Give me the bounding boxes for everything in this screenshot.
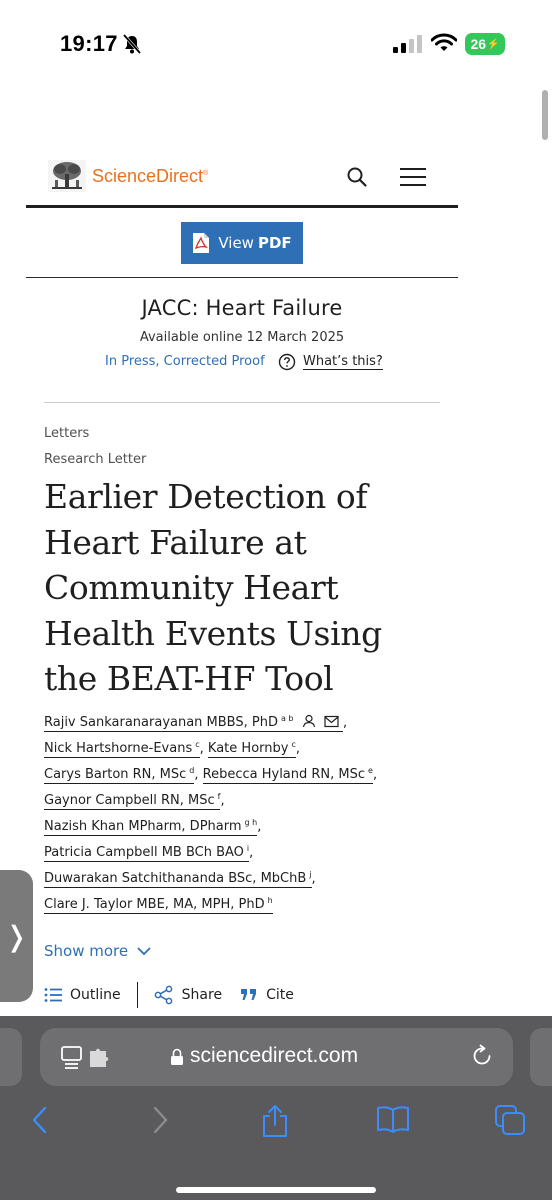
- pdf-file-icon: [192, 232, 210, 254]
- back-icon[interactable]: [30, 1104, 50, 1136]
- reload-icon[interactable]: [470, 1044, 494, 1068]
- author-link[interactable]: Kate Hornby $^c$: [207, 740, 296, 757]
- email-icon: [324, 715, 339, 728]
- author-link[interactable]: Clare J. Taylor MBE, MA, MPH, PhD $^h$: [44, 896, 273, 913]
- author-list: [44, 714, 464, 922]
- article-title: [44, 474, 444, 702]
- author-link[interactable]: Rebecca Hyland RN, MSc $^e$: [202, 766, 373, 783]
- in-press-status: In Press, Corrected Proof: [105, 354, 265, 369]
- site-header: [26, 150, 458, 208]
- side-panel-toggle[interactable]: [0, 870, 33, 1002]
- author-line: Duwarakan Satchithananda BSc, MbChB $^j$,: [44, 870, 316, 887]
- menu-icon[interactable]: [400, 166, 426, 188]
- view-pdf-prefix: View: [218, 234, 254, 252]
- tabs-icon[interactable]: [494, 1104, 526, 1136]
- view-pdf-bold: PDF: [257, 234, 292, 252]
- cite-label: Cite: [266, 987, 294, 1003]
- bookmarks-icon[interactable]: [376, 1104, 410, 1134]
- show-more-button[interactable]: [44, 942, 152, 960]
- wifi-icon: [431, 33, 457, 53]
- cite-button[interactable]: [240, 987, 294, 1003]
- person-icon: [302, 714, 316, 728]
- signal-icon: [393, 35, 423, 53]
- author-line: Nazish Khan MPharm, DPharm $^{g h}$,: [44, 818, 262, 835]
- quote-icon: [240, 988, 258, 1002]
- article-type: Research Letter: [44, 452, 147, 467]
- battery-indicator: [465, 33, 505, 55]
- browser-chrome: [0, 1016, 552, 1200]
- scrollbar-thumb[interactable]: [542, 90, 548, 140]
- author-link[interactable]: Nazish Khan MPharm, DPharm $^{g h}$: [44, 818, 258, 835]
- pdf-bar: [26, 208, 458, 278]
- author-line: Carys Barton RN, MSc $^d$, Rebecca Hyland RN, MSc $^e$,: [44, 766, 378, 783]
- author-link[interactable]: Rajiv Sankaranarayanan MBBS, PhD $^{a b}$: [44, 715, 343, 732]
- author-line: Gaynor Campbell RN, MSc $^f$,: [44, 792, 225, 809]
- reader-extensions-icon[interactable]: [60, 1045, 112, 1069]
- author-line: [44, 896, 464, 922]
- forward-icon[interactable]: [150, 1104, 170, 1136]
- title-line: the BEAT-HF Tool: [44, 659, 334, 698]
- status-bar: [0, 0, 552, 90]
- bell-slash-icon: [121, 33, 143, 55]
- author-link[interactable]: Carys Barton RN, MSc $^d$: [44, 766, 195, 783]
- publication-date: Available online 12 March 2025: [139, 330, 345, 345]
- article-actions: [44, 982, 294, 1008]
- share-sheet-icon[interactable]: [260, 1104, 290, 1138]
- title-line: Earlier Detection of: [44, 477, 368, 516]
- status-time: 19:17: [60, 31, 118, 56]
- show-more-label: Show more: [44, 942, 129, 960]
- search-icon[interactable]: [346, 166, 368, 188]
- action-divider: [137, 982, 138, 1008]
- logo-text: ScienceDirect®: [92, 165, 209, 186]
- author-link[interactable]: Patricia Campbell MB BCh BAO $^i$: [44, 844, 250, 861]
- author-line: Patricia Campbell MB BCh BAO $^i$,: [44, 844, 254, 861]
- view-pdf-button[interactable]: [181, 222, 303, 264]
- address-bar[interactable]: [40, 1028, 513, 1086]
- whats-this-link[interactable]: What’s this?: [303, 354, 383, 369]
- title-line: Community Heart: [44, 568, 339, 607]
- battery-level: 26: [470, 36, 487, 52]
- help-circle-icon[interactable]: [278, 353, 296, 371]
- next-tab-peek[interactable]: [530, 1028, 552, 1086]
- list-icon: [44, 987, 62, 1003]
- title-line: Health Events Using: [44, 613, 382, 653]
- journal-title[interactable]: JACC: Heart Failure: [141, 296, 343, 320]
- sciencedirect-logo[interactable]: [48, 160, 208, 192]
- author-line: Nick Hartshorne-Evans $^c$, Kate Hornby $^c$,: [44, 740, 300, 757]
- outline-label: Outline: [70, 987, 121, 1003]
- author-line: Rajiv Sankaranarayanan MBBS, PhD $^{a b}$ ,: [44, 714, 348, 731]
- author-link[interactable]: Duwarakan Satchithananda BSc, MbChB $^j$: [44, 870, 312, 887]
- home-indicator: [176, 1187, 376, 1193]
- author-link[interactable]: Nick Hartshorne-Evans $^c$: [44, 740, 200, 757]
- author-link[interactable]: Gaynor Campbell RN, MSc $^f$: [44, 792, 221, 809]
- elsevier-tree-icon: [48, 160, 86, 192]
- title-line: Heart Failure at: [44, 522, 307, 562]
- chevron-down-icon: [136, 946, 152, 956]
- share-label: Share: [181, 987, 223, 1003]
- outline-button[interactable]: [44, 987, 121, 1003]
- chevron-right-icon: ❭: [4, 919, 29, 953]
- lock-icon: [170, 1048, 184, 1066]
- charging-bolt-icon: ⚡: [487, 38, 500, 50]
- journal-info: [0, 296, 484, 369]
- share-button[interactable]: [154, 985, 222, 1005]
- previous-tab-peek[interactable]: [0, 1028, 22, 1086]
- article-status-row: [105, 354, 405, 369]
- divider: [44, 402, 440, 403]
- article-category[interactable]: Letters: [44, 426, 90, 441]
- browser-toolbar: [0, 1104, 552, 1144]
- url-text: sciencedirect.com: [190, 1044, 359, 1067]
- share-icon: [154, 985, 174, 1005]
